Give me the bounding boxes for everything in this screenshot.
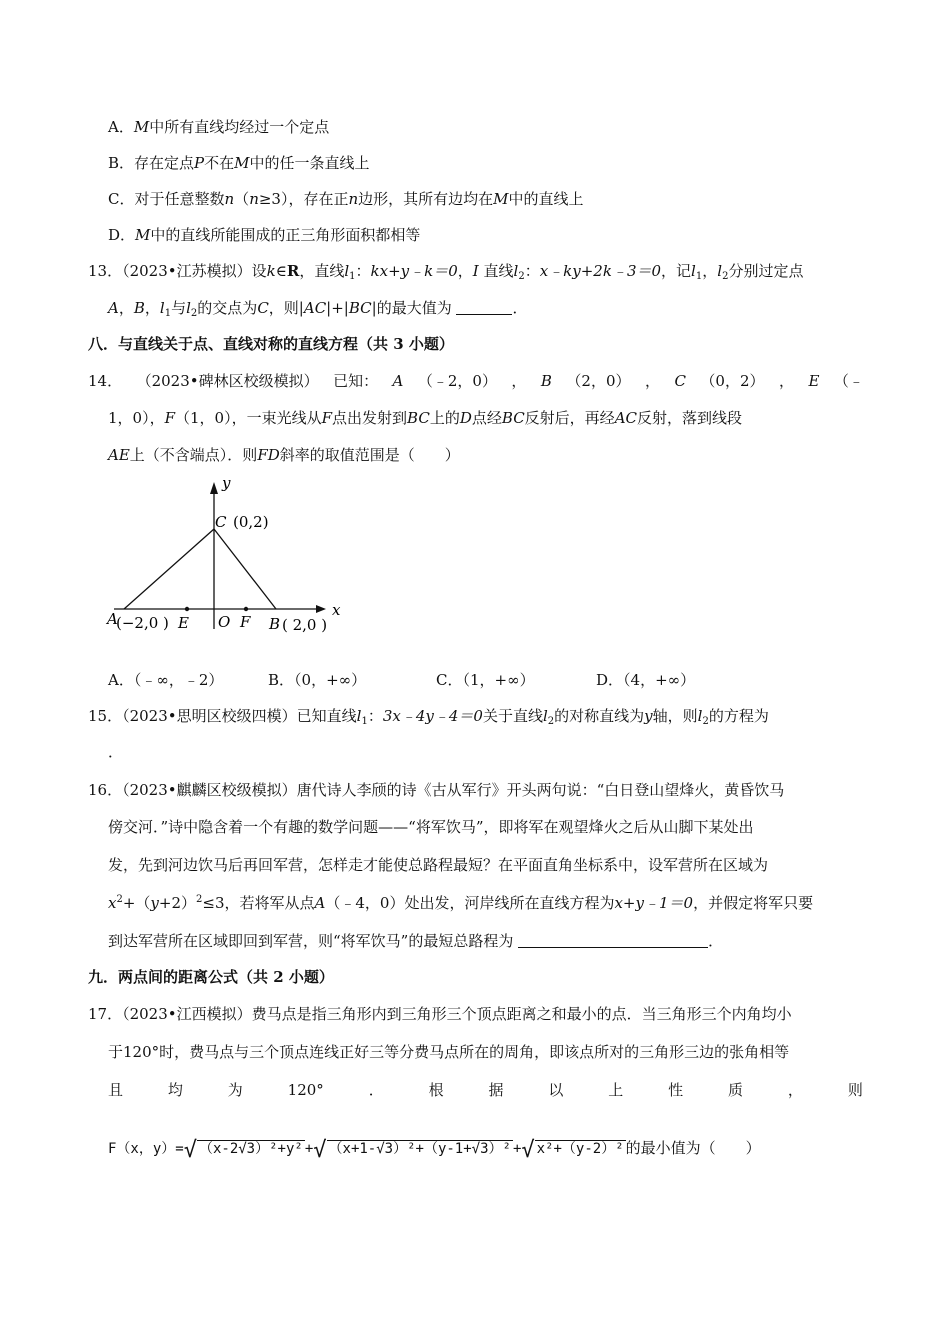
var: F — [321, 409, 333, 427]
segment-ac — [124, 529, 214, 609]
text: ， — [511, 372, 527, 390]
text: 已知： — [333, 372, 379, 390]
equation: kx+y﹣k＝0 — [370, 262, 458, 280]
q12-option-a — [108, 117, 329, 137]
var: FD — [257, 446, 280, 464]
var: l — [542, 707, 548, 725]
option-text: 不在 — [204, 154, 235, 172]
question-number: 15． — [88, 707, 123, 725]
label-f: F — [240, 613, 251, 631]
text: 轴，则 — [652, 707, 698, 725]
point-e — [185, 607, 189, 611]
text: ： — [367, 707, 383, 725]
var: M — [234, 154, 250, 172]
sqrt-icon: √ — [521, 1138, 535, 1163]
text: 设 — [251, 262, 267, 280]
word: 且 — [108, 1081, 124, 1099]
var: A — [314, 894, 326, 912]
var: C — [257, 299, 269, 317]
q12-option-d — [108, 225, 420, 245]
var: l — [691, 262, 696, 280]
var: BC — [501, 409, 525, 427]
option-text: ≥3），存在正 — [258, 190, 349, 208]
option-label: A． — [108, 118, 134, 136]
subscript: 2 — [722, 271, 729, 282]
var: l — [717, 262, 723, 280]
var: AC — [614, 409, 637, 427]
word: 性 — [668, 1081, 684, 1099]
radical-3 — [521, 1139, 625, 1161]
q17-formula-line — [108, 1138, 761, 1161]
var: E — [808, 372, 820, 390]
label-a: A — [107, 610, 118, 628]
text: 点经 — [471, 409, 502, 427]
question-source: （2023•江西模拟） — [122, 1005, 252, 1023]
label-c-coord: (0,2) — [233, 513, 269, 531]
var: D — [459, 409, 472, 427]
var: B — [540, 372, 552, 390]
var: l — [513, 262, 519, 280]
option-text: 中的直线上 — [508, 190, 584, 208]
q16-line3: 发，先到河边饮马后再回军营，怎样走才能使总路程最短？在平面直角坐标系中，设军营所在区域为 — [108, 856, 769, 874]
text: 反射，落到线段 — [637, 409, 743, 427]
var: y — [644, 707, 653, 725]
question-source: （2023•碑林区校级模拟） — [136, 372, 319, 390]
text: 的对称直线为 — [554, 707, 645, 725]
text: 上的 — [429, 409, 460, 427]
subscript: 2 — [190, 308, 198, 319]
text: 分别过定点 — [728, 262, 804, 280]
text: ≤3，若将军从点 — [202, 894, 315, 912]
var: M — [135, 226, 151, 244]
option-text: 存在定点 — [134, 154, 195, 172]
radicand-1: （x-2√3）²+y² — [198, 1141, 303, 1157]
label-c: C — [215, 513, 227, 531]
text: ， — [702, 262, 718, 280]
text: 直线 — [483, 262, 514, 280]
label-e: E — [178, 614, 189, 632]
q17-line1 — [88, 1004, 792, 1024]
x-axis-label: x — [332, 601, 341, 619]
word: 均 — [167, 1081, 183, 1099]
text: （﹣ — [833, 372, 864, 390]
plus: + — [304, 1141, 314, 1157]
var: l — [159, 299, 165, 317]
text: 1，0）， — [108, 409, 165, 427]
subscript: 1 — [695, 271, 703, 282]
var: l — [344, 262, 350, 280]
question-number: 16． — [88, 781, 123, 799]
text: ∈ — [275, 262, 287, 280]
question-source: （2023•麒麟区校级模拟） — [122, 781, 297, 799]
word: 据 — [488, 1081, 504, 1099]
q16-line2: 傍交河．”诗中隐含着一个有趣的数学问题——“将军饮马”，即将军在观望烽火之后从山脚下某处出 — [108, 818, 754, 836]
text: 上（不含端点）．则 — [129, 446, 258, 464]
answer-blank — [456, 314, 512, 315]
text: ，则| — [268, 299, 304, 317]
q15-line1 — [88, 706, 769, 726]
superscript: 2 — [116, 894, 123, 905]
var: P — [194, 154, 205, 172]
text: 费马点是指三角形内到三角形三个顶点距离之和最小的点．当三角形三个内角均小 — [251, 1005, 792, 1023]
question-source: （2023•江苏模拟） — [122, 262, 252, 280]
var: l — [186, 299, 191, 317]
y-axis-arrow-icon — [210, 482, 218, 494]
formula-lhs: F（x，y）= — [108, 1141, 184, 1157]
q17-line3 — [108, 1080, 863, 1100]
var: x — [108, 894, 117, 912]
sqrt-icon: √ — [183, 1138, 197, 1163]
q14-line1 — [88, 371, 864, 391]
section-8-title: 八．与直线关于点、直线对称的直线方程（共 3 小题） — [88, 335, 454, 353]
word: 为 — [227, 1081, 243, 1099]
word: 根 — [428, 1081, 444, 1099]
text: +2） — [158, 894, 197, 912]
q15-line2: ． — [108, 743, 124, 761]
subscript: 1 — [164, 308, 172, 319]
text: （0，2） — [700, 372, 765, 390]
option-text: （ — [234, 190, 250, 208]
var: BC — [407, 409, 430, 427]
label-o: O — [218, 613, 231, 631]
subscript: 2 — [518, 271, 525, 282]
option-text: 中的任一条直线上 — [249, 154, 370, 172]
question-number: 14． — [88, 372, 123, 390]
text: ． — [708, 932, 724, 950]
answer-blank — [518, 947, 708, 948]
word: ， — [787, 1081, 803, 1099]
var: AC — [303, 299, 327, 317]
question-number: 17． — [88, 1005, 123, 1023]
var: A — [392, 372, 404, 390]
subscript: 2 — [702, 716, 709, 727]
radicand-3: x²+（y-2）² — [536, 1141, 624, 1157]
subscript: 1 — [361, 716, 368, 727]
text: 关于直线 — [482, 707, 543, 725]
text: 唐代诗人李颀的诗《古从军行》开头两句说：“白日登山望烽火，黄昏饮马 — [296, 781, 785, 799]
q16-line1 — [88, 780, 784, 800]
var: k — [266, 262, 276, 280]
text: ， — [778, 372, 794, 390]
text: +（ — [122, 894, 151, 912]
var: B — [133, 299, 145, 317]
option-label: D． — [108, 226, 136, 244]
var: F — [164, 409, 176, 427]
equation: x﹣ky+2k﹣3＝0 — [539, 262, 662, 280]
y-axis-label: y — [222, 474, 231, 492]
var: n — [224, 190, 235, 208]
text: ： — [524, 262, 540, 280]
text: |的最大值为 — [371, 299, 452, 317]
q16-line5 — [108, 931, 723, 951]
q17-line2: 于120°时，费马点与三个顶点连线正好三等分费马点所在的周角，即该点所对的三角形三边的张角相等 — [108, 1043, 790, 1061]
section-9-title: 九．两点间的距离公式（共 2 小题） — [88, 968, 334, 986]
q14-option-d: D．（4，+∞） — [596, 671, 696, 689]
subscript: 2 — [547, 716, 555, 727]
formula-tail: 的最小值为（ ） — [625, 1139, 761, 1157]
option-text: 中所有直线均经过一个定点 — [149, 118, 330, 136]
word: 120° — [287, 1081, 324, 1099]
var: M — [133, 118, 150, 136]
label-b: B — [269, 615, 281, 633]
var: l — [697, 707, 703, 725]
q12-option-b — [108, 153, 370, 173]
text: 点出发射到 — [332, 409, 408, 427]
text: 与 — [171, 299, 187, 317]
text: （2，0） — [566, 372, 631, 390]
radicand-2: （x+1-√3）²+（y-1+√3）² — [328, 1141, 511, 1157]
q14-option-b: B．（0，+∞） — [268, 671, 367, 689]
q14-line2 — [108, 408, 742, 428]
q14-justified — [88, 371, 864, 391]
plus: + — [512, 1141, 522, 1157]
text: 到达军营所在区域即回到军营，则“将军饮马”的最短总路程为 — [108, 932, 514, 950]
q16-line4 — [108, 893, 813, 913]
word: 质 — [728, 1081, 744, 1099]
question-number: 13． — [88, 262, 123, 280]
point-f — [244, 607, 248, 611]
var: A — [108, 299, 119, 317]
option-label: B． — [108, 154, 135, 172]
q13-line2: A，B，$l_1$与$l_2$的交点为C，则|AC|+|BC|的最大值为 ． — [108, 299, 528, 319]
text: ，并假定将军只要 — [693, 894, 814, 912]
text: 的方程为 — [708, 707, 769, 725]
x-axis-arrow-icon — [316, 605, 326, 613]
label-b-coord: ( 2,0 ) — [282, 616, 328, 634]
text: （﹣2，0） — [417, 372, 497, 390]
text: ， — [457, 262, 473, 280]
text: ． — [512, 299, 528, 317]
text: ： — [355, 262, 371, 280]
text: |+| — [326, 299, 349, 317]
text: ，记 — [661, 262, 692, 280]
option-text: 边形，其所有边均在 — [358, 190, 494, 208]
option-text: 对于任意整数 — [134, 190, 225, 208]
option-text: 中的直线所能围成的正三角形面积都相等 — [150, 226, 421, 244]
equation: 3x﹣4y﹣4＝0 — [382, 707, 483, 725]
var: M — [493, 190, 509, 208]
var: y — [150, 894, 159, 912]
word: ． — [368, 1081, 384, 1099]
var: I — [472, 262, 479, 280]
text: 的交点为 — [197, 299, 258, 317]
superscript: 2 — [196, 894, 203, 905]
text: 斜率的取值范围是（ ） — [279, 446, 460, 464]
text: （﹣4，0）处出发，河岸线所在直线方程为 — [325, 894, 615, 912]
sqrt-icon: √ — [313, 1138, 327, 1163]
text: 已知直线 — [296, 707, 357, 725]
text: 反射后，再经 — [524, 409, 615, 427]
question-source: （2023•思明区校级四模） — [122, 707, 297, 725]
q12-option-c — [108, 189, 584, 209]
radical-2 — [313, 1139, 513, 1161]
radical-1 — [184, 1139, 305, 1161]
text: ， — [644, 372, 660, 390]
option-label: C． — [108, 190, 135, 208]
equation: x+y﹣1＝0 — [614, 894, 694, 912]
q14-option-a: A．（﹣∞，﹣2） — [108, 671, 224, 689]
word: 上 — [608, 1081, 624, 1099]
segment-bc — [214, 529, 276, 609]
var: n — [249, 190, 259, 208]
text: ，直线 — [299, 262, 345, 280]
var: n — [348, 190, 359, 208]
label-a-coord: (−2,0 ) — [116, 614, 169, 632]
q14-line3 — [108, 445, 460, 465]
word: 以 — [548, 1081, 564, 1099]
q14-option-c: C．（1，+∞） — [436, 671, 535, 689]
var: l — [356, 707, 362, 725]
set-r: R — [286, 262, 300, 280]
var: C — [674, 372, 686, 390]
q17-justified — [108, 1080, 863, 1100]
subscript: 1 — [349, 271, 356, 282]
word: 则 — [847, 1081, 863, 1099]
triangle-figure — [104, 474, 354, 644]
var: BC — [348, 299, 372, 317]
text: （1，0），一束光线从 — [175, 409, 322, 427]
var: AE — [108, 446, 130, 464]
q13-line1 — [88, 261, 803, 281]
